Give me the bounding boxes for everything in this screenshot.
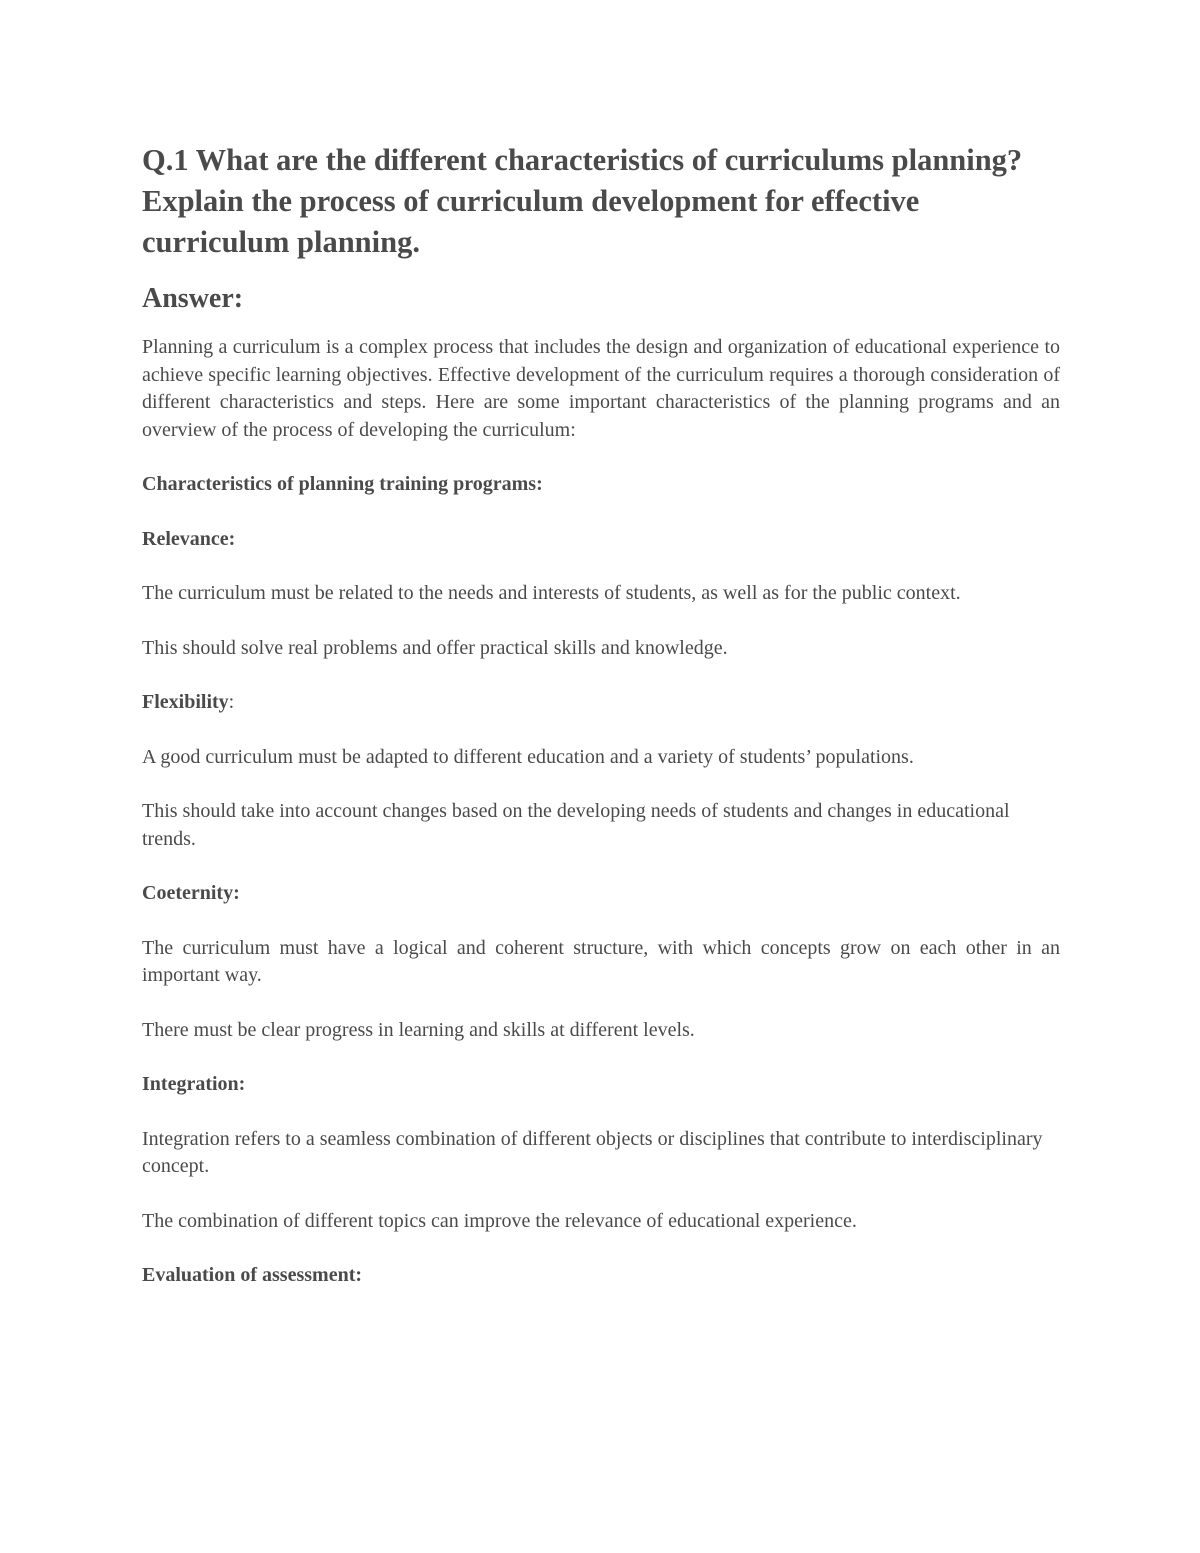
section-heading-integration: Integration: <box>142 1073 246 1095</box>
section-heading-relevance: Relevance: <box>142 527 236 550</box>
section-paragraph: Integration refers to a seamless combination of different objects or disciplines that contribute to interdisciplinary concept. <box>142 1127 1043 1177</box>
section-paragraph: This should take into account changes based on the developing needs of students and changes in educational trends. <box>142 800 1010 850</box>
section-heading-text: Flexibility <box>142 691 229 713</box>
section-paragraph: The combination of different topics can improve the relevance of educational experience. <box>142 1209 857 1232</box>
answer-heading: Answer: <box>142 283 244 314</box>
section-heading-evaluation: Evaluation of assessment: <box>142 1264 363 1286</box>
section-paragraph: A good curriculum must be adapted to different education and a variety of students’ populations. <box>142 745 914 768</box>
intro-paragraph: Planning a curriculum is a complex process that includes the design and organization of educational experience to achieve specific learning objectives. Effective development of the curriculum requires a thorough consideration of different characteristics and steps. Here are some important characteristics of the planning programs and an overview of the process of developing the curriculum: <box>142 336 1060 441</box>
section-paragraph: The curriculum must have a logical and coherent structure, with which concepts grow on each other in an important way. <box>142 936 1060 986</box>
section-heading-colon: : <box>228 691 235 713</box>
section-paragraph: This should solve real problems and offer practical skills and knowledge. <box>142 636 728 659</box>
section-heading-coeternity: Coeternity: <box>142 882 240 904</box>
section-paragraph: There must be clear progress in learning and skills at different levels. <box>142 1018 695 1041</box>
section-heading-flexibility <box>142 689 1060 717</box>
question-title: Q.1 What are the different characteristics of curriculums planning? Explain the process of curriculum development for effective curriculum planning. <box>142 143 1023 259</box>
document-page <box>142 140 1060 1290</box>
characteristics-heading: Characteristics of planning training programs: <box>142 473 543 495</box>
section-paragraph: The curriculum must be related to the needs and interests of students, as well as for the public context. <box>142 582 961 604</box>
